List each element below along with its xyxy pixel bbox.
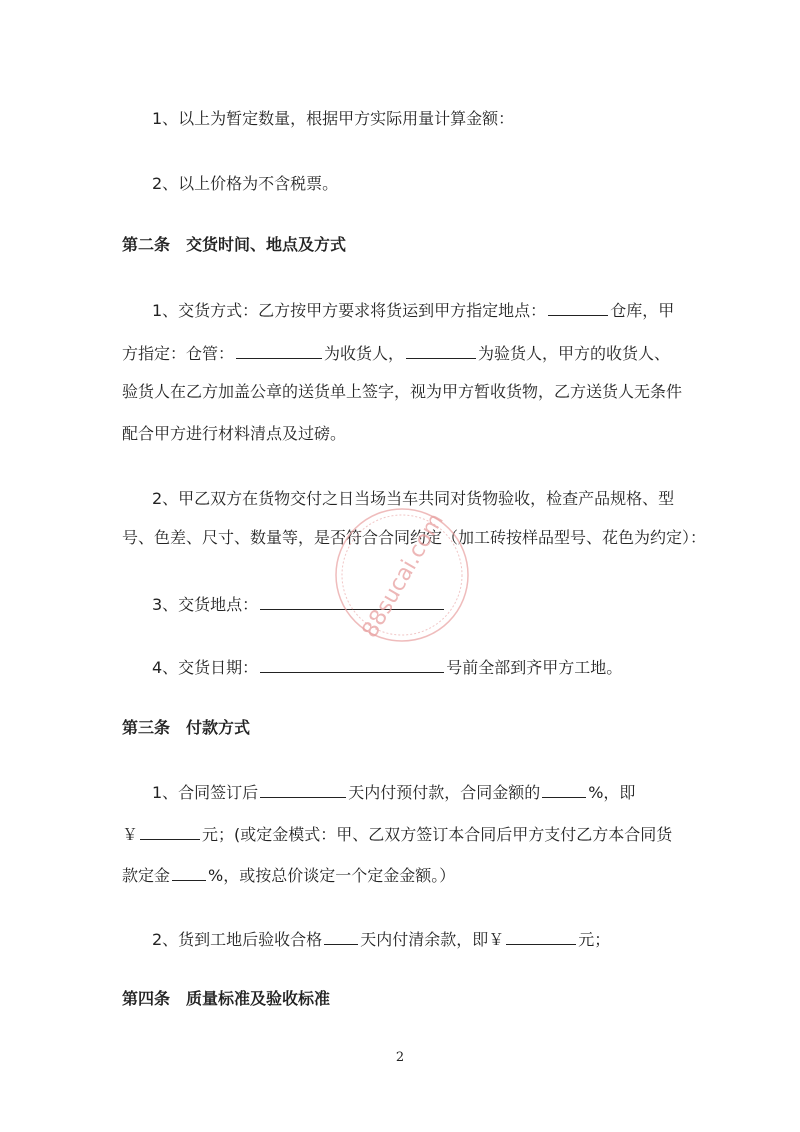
payment-2-text-b: 天内付清余款，即￥ [360,930,505,949]
balance-amount-blank [506,927,576,945]
receiver-label: 为收货人， [324,344,405,363]
delivery-method-text-end: 仓库，甲 [610,301,675,320]
paragraph-price-note: 2、以上价格为不含税票。 [152,174,339,193]
delivery-date-suffix: 号前全部到齐甲方工地。 [446,658,623,677]
delivery-date-label: 4、交货日期： [152,658,259,677]
watermark-stamp [332,505,472,645]
deposit-percent-blank [172,863,206,881]
delivery-place-blank [260,592,444,610]
inspector-blank [406,341,476,359]
inspection-line-1: 2、甲乙双方在货物交付之日当场当车共同对货物验收，检查产品规格、型 [152,489,675,508]
delivery-method-line-4: 配合甲方进行材料清点及过磅。 [122,424,347,443]
delivery-method-line-3: 验货人在乙方加盖公章的送货单上签字，视为甲方暂收货物，乙方送货人无条件 [122,382,683,401]
payment-2-line [152,927,610,951]
payment-1-text-b: 天内付预付款，合同金额的 [348,783,541,802]
prepayment-amount-blank [140,822,200,840]
delivery-date-blank [260,655,444,673]
payment-1-line-1 [152,780,635,804]
receiver-blank [236,341,322,359]
payment-2-text-c: 元； [578,930,611,949]
warehouse-keeper-label: 方指定：仓管： [122,344,235,363]
delivery-date-line [152,655,622,679]
payment-1-text-c: %，即 [588,783,636,802]
payment-1-text-d: 元；(或定金模式：甲、乙双方签订本合同后甲方支付乙方本合同货 [202,825,673,844]
article-4-number: 第四条 [122,989,171,1008]
delivery-place-label: 3、交货地点： [152,595,259,614]
article-4-title: 质量标准及验收标准 [186,989,331,1008]
payment-2-text-a: 2、货到工地后验收合格 [152,930,323,949]
delivery-method-text: 1、交货方式：乙方按甲方要求将货运到甲方指定地点： [152,301,547,320]
article-2-number: 第二条 [122,235,171,254]
article-4-heading [122,988,330,1010]
deposit-label: 款定金 [122,866,171,885]
paragraph-quantity-note: 1、以上为暂定数量，根据甲方实际用量计算金额： [152,109,515,128]
article-3-heading [122,717,250,739]
payment-1-text-a: 1、合同签订后 [152,783,259,802]
warehouse-blank [548,298,608,316]
payment-1-line-2 [122,822,672,846]
inspection-line-2: 号、色差、尺寸、数量等，是否符合合同约定（加工砖按样品型号、花色为约定）： [122,528,707,547]
prepayment-days-blank [260,780,346,798]
inspector-label: 为验货人，甲方的收货人、 [478,344,671,363]
delivery-method-line-1 [152,298,674,322]
article-3-number: 第三条 [122,718,171,737]
page-number: 2 [395,1050,405,1065]
article-2-title: 交货时间、地点及方式 [186,235,347,254]
watermark-text: 88sucai.com [357,509,449,643]
payment-1-line-3 [122,863,455,887]
article-2-heading [122,234,346,256]
deposit-text: %，或按总价谈定一个定金金额。） [208,866,456,885]
balance-days-blank [324,927,358,945]
article-3-title: 付款方式 [186,718,251,737]
currency-symbol: ￥ [122,825,139,844]
delivery-place-line [152,592,446,616]
prepayment-percent-blank [542,780,586,798]
delivery-method-line-2 [122,341,670,365]
